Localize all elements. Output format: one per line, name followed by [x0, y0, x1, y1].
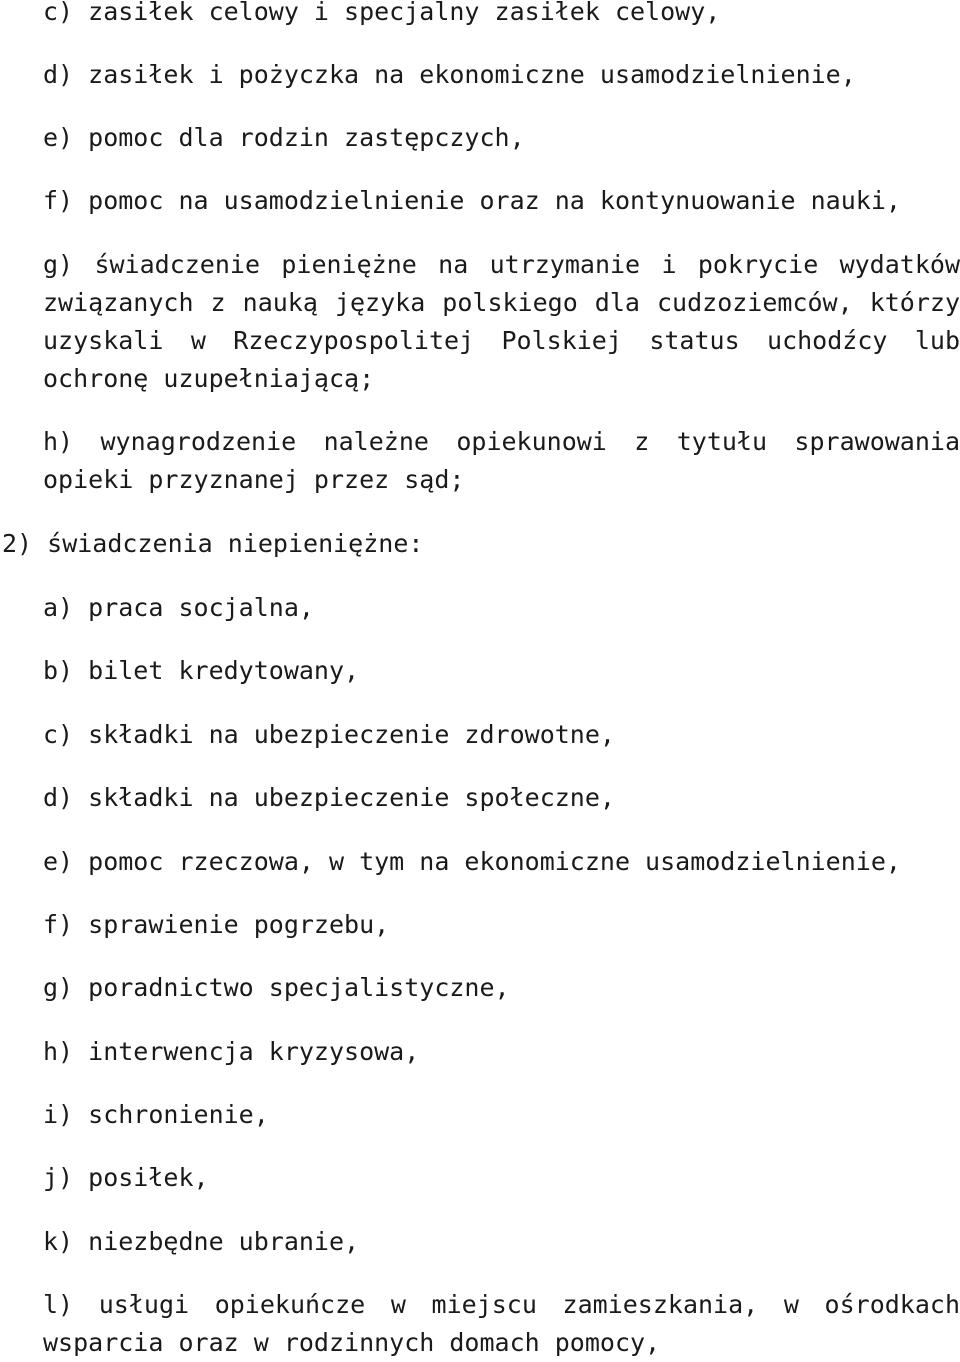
list-item: d) składki na ubezpieczenie społeczne, [43, 783, 615, 812]
list-item: c) składki na ubezpieczenie zdrowotne, [43, 720, 615, 749]
list-item: a) praca socjalna, [43, 593, 314, 622]
list-item: d) zasiłek i pożyczka na ekonomiczne usamodzielnienie, [43, 60, 856, 89]
list-item: e) pomoc rzeczowa, w tym na ekonomiczne usamodzielnienie, [43, 847, 901, 876]
list-item: e) pomoc dla rodzin zastępczych, [43, 123, 525, 152]
list-item: g) poradnictwo specjalistyczne, [43, 973, 510, 1002]
list-item: j) posiłek, [43, 1163, 209, 1192]
list-item: b) bilet kredytowany, [43, 656, 360, 685]
list-item: h) wynagrodzenie należne opiekunowi z tytułu sprawowania opieki przyznanej przez sąd; [43, 427, 960, 494]
list-item: c) zasiłek celowy i specjalny zasiłek celowy, [43, 0, 721, 26]
list-item: g) świadczenie pieniężne na utrzymanie i pokrycie wydatków związanych z nauką języka polskiego dla cudzoziemców, którzy uzyskali w Rzeczypospolitej Polskiej status uchodźcy lub ochronę uzupełniającą; [43, 250, 960, 393]
section-heading: 2) świadczenia niepieniężne: [2, 529, 424, 558]
list-item: h) interwencja kryzysowa, [43, 1037, 420, 1066]
list-item: k) niezbędne ubranie, [43, 1227, 360, 1256]
list-item: f) pomoc na usamodzielnienie oraz na kontynuowanie nauki, [43, 186, 901, 215]
list-item: i) schronienie, [43, 1100, 269, 1129]
list-item: l) usługi opiekuńcze w miejscu zamieszkania, w ośrodkach wsparcia oraz w rodzinnych domach pomocy, [43, 1290, 960, 1357]
list-item: f) sprawienie pogrzebu, [43, 910, 390, 939]
